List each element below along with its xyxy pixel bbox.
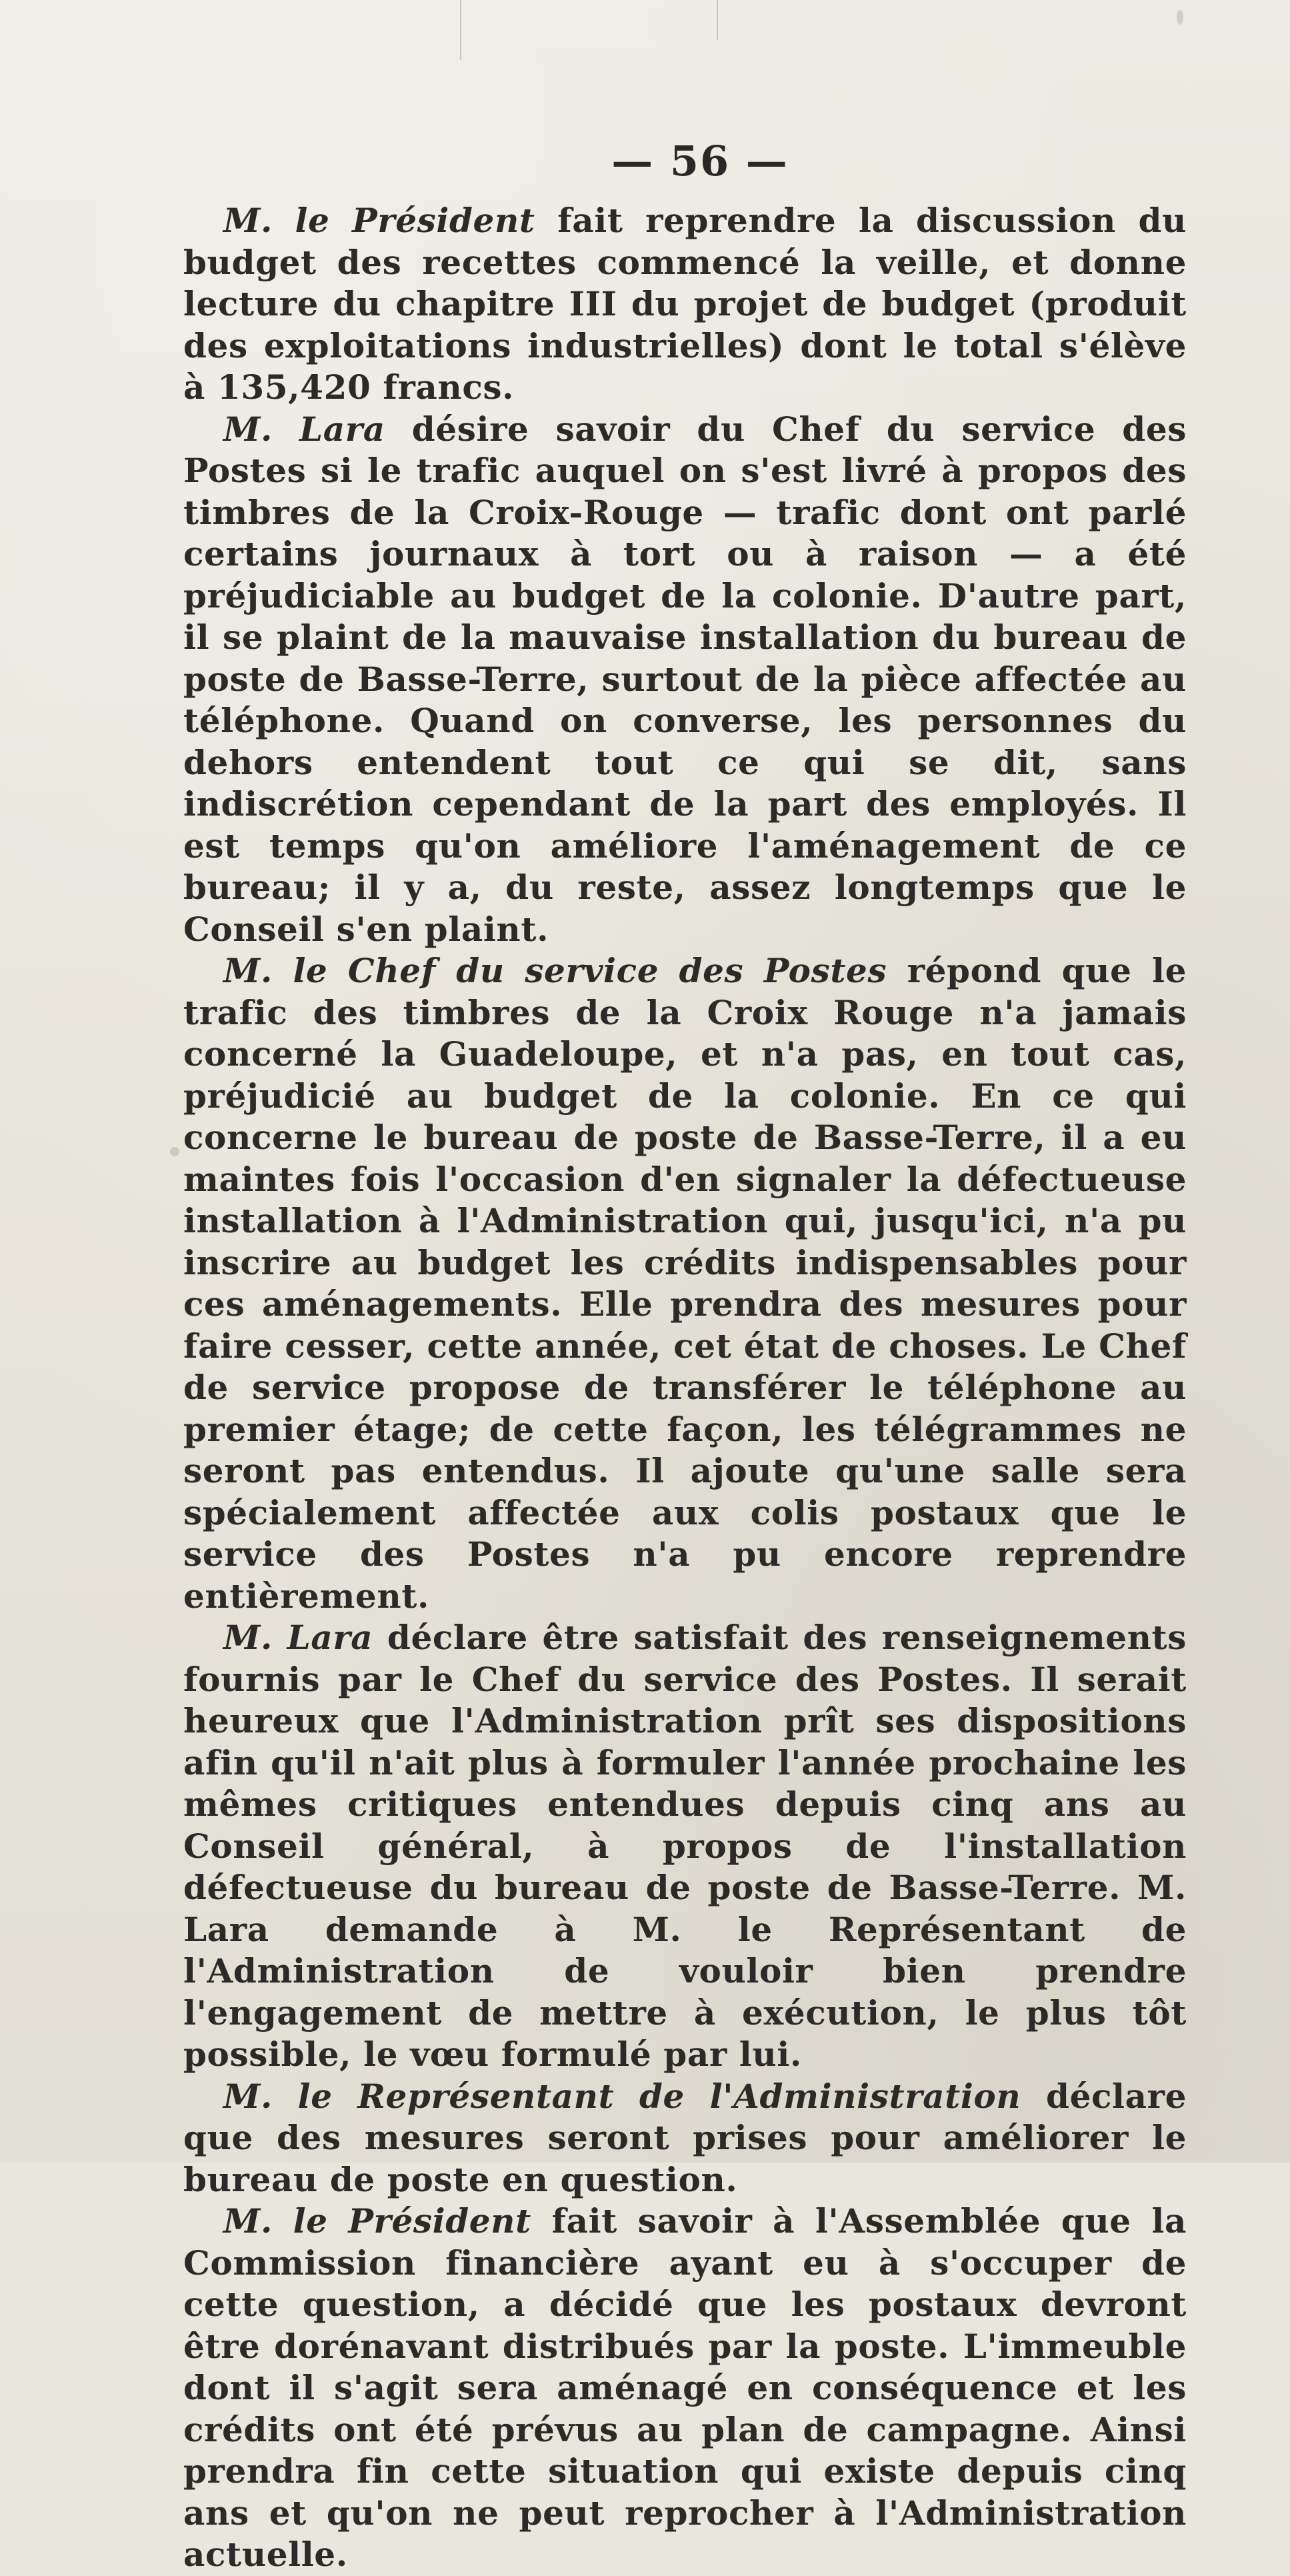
paragraph: [183, 2201, 1187, 2576]
ink-speck: [170, 1147, 179, 1156]
speaker-name: M. Lara: [223, 1618, 373, 1657]
speaker-name: M. le Président: [223, 201, 535, 240]
paragraph: [183, 200, 1187, 409]
ink-speck: [1177, 10, 1183, 25]
paragraph-text: fait savoir à l'Assemblée que la Commission financière ayant eu à s'occuper de cette question, a décidé que les postaux devront être dorénavant distribués par la poste. L'immeuble dont il s'agit sera aménagé en conséquence et les crédits ont été prévus au plan de campagne. Ainsi prendra fin cette situation qui existe depuis cinq ans et qu'on ne peut reprocher à l'Administration actuelle.: [183, 2201, 1187, 2574]
paragraph: [183, 409, 1187, 951]
paper-fold-mark: [717, 0, 718, 40]
paragraph: [183, 2076, 1187, 2201]
paragraph: [183, 950, 1187, 1617]
speaker-name: M. le Représentant de l'Administration: [223, 2076, 1021, 2116]
speaker-name: M. Lara: [223, 409, 385, 449]
paragraph-text: déclare que des mesures seront prises pour améliorer le bureau de poste en question.: [183, 2076, 1187, 2199]
speaker-name: M. le Président: [223, 2201, 531, 2241]
paper-fold-mark: [460, 0, 461, 60]
paragraph-text: répond que le trafic des timbres de la Croix Rouge n'a jamais concerné la Guadeloupe, et n'a pas, en tout cas, préjudicié au budget de la colonie. En ce qui concerne le bureau de poste de Basse-Terre, il a eu maintes fois l'occasion d'en signaler la défectueuse installation à l'Administration qui, jusqu'ici, n'a pu inscrire au budget les crédits indispensables pour ces aménagements. Elle prendra des mesures pour faire cesser, cette année, cet état de choses. Le Chef de service propose de transférer le téléphone au premier étage; de cette façon, les télégrammes ne seront pas entendus. Il ajoute qu'une salle sera spécialement affectée aux colis postaux que le service des Postes n'a pu encore reprendre entièrement.: [183, 951, 1187, 1616]
speaker-name: M. le Chef du service des Postes: [223, 951, 887, 990]
page-number: — 56 —: [611, 137, 789, 185]
paragraph-text: déclare être satisfait des renseignements fournis par le Chef du service des Postes. Il serait heureux que l'Administration prît ses dispositions afin qu'il n'ait plus à formuler l'année prochaine les mêmes critiques entendues depuis cinq ans au Conseil général, à propos de l'installation défectueuse du bureau de poste de Basse-Terre. M. Lara demande à M. le Représentant de l'Administration de vouloir bien prendre l'engagement de mettre à exécution, le plus tôt possible, le vœu formulé par lui.: [183, 1618, 1187, 2074]
paragraph-text: fait reprendre la discussion du budget des recettes commencé la veille, et donne lecture du chapitre III du projet de budget (produit des exploitations industrielles) dont le total s'élève à 135,420 francs.: [183, 201, 1187, 407]
body-text: [183, 200, 1187, 2576]
paragraph-text: désire savoir du Chef du service des Postes si le trafic auquel on s'est livré à propos des timbres de la Croix-Rouge — trafic dont ont parlé certains journaux à tort ou à raison — a été préjudiciable au budget de la colonie. D'autre part, il se plaint de la mauvaise installation du bureau de poste de Basse-Terre, surtout de la pièce affectée au téléphone. Quand on converse, les personnes du dehors entendent tout ce qui se dit, sans indiscrétion cependant de la part des employés. Il est temps qu'on améliore l'aménagement de ce bureau; il y a, du reste, assez longtemps que le Conseil s'en plaint.: [183, 409, 1187, 949]
paragraph: [183, 1617, 1187, 2076]
